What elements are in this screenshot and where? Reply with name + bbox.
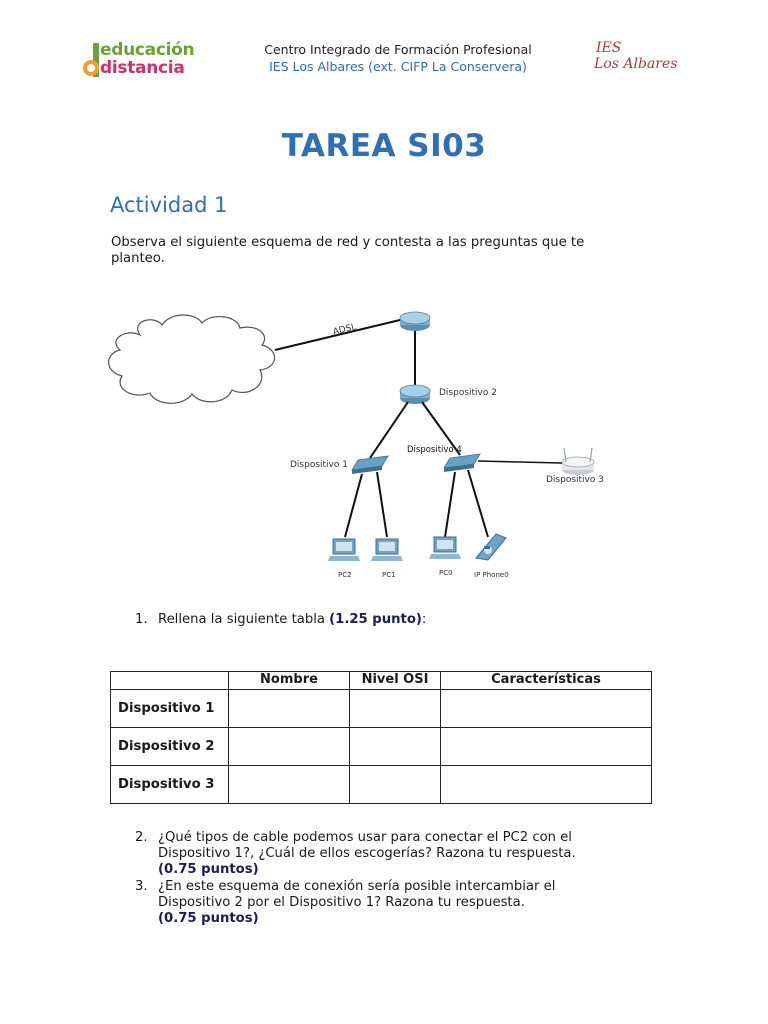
pc-icon — [371, 539, 403, 561]
label-dispositivo-4: Dispositivo 4 — [407, 445, 462, 455]
pc-icon — [328, 539, 360, 561]
institution-header — [240, 42, 556, 74]
access-point-icon — [562, 448, 594, 475]
row-label: Dispositivo 3 — [111, 766, 229, 804]
question-number: 3. — [135, 879, 148, 894]
row-label: Dispositivo 1 — [111, 690, 229, 728]
logo-line-1: educación — [100, 40, 195, 60]
question-number: 1. — [135, 612, 148, 627]
question-line: ¿En este esquema de conexión sería posible intercambiar el — [158, 879, 556, 894]
label-dispositivo-1: Dispositivo 1 — [290, 460, 348, 470]
question-line: ¿Qué tipos de cable podemos usar para conectar el PC2 con el — [158, 830, 572, 845]
label-pc1: PC1 — [382, 571, 396, 579]
question-line: Dispositivo 1?, ¿Cuál de ellos escogerías? Razona tu respuesta. — [158, 846, 576, 861]
switch-icon — [352, 456, 388, 474]
network-diagram — [100, 290, 620, 590]
ip-phone-icon — [476, 534, 506, 560]
table-cell[interactable] — [229, 728, 350, 766]
institution-name: Centro Integrado de Formación Profesional — [264, 42, 532, 57]
logo-line-2: distancia — [100, 58, 185, 78]
table-cell[interactable] — [350, 728, 441, 766]
table-header-row — [111, 672, 652, 690]
logo-educacion-distancia — [82, 40, 217, 82]
page-title: TAREA SI03 — [281, 128, 487, 164]
activity-heading: Actividad 1 — [110, 193, 228, 217]
question-number: 2. — [135, 830, 148, 845]
table-header-nombre: Nombre — [229, 672, 350, 690]
router-icon — [400, 312, 430, 331]
table-cell[interactable] — [350, 766, 441, 804]
question-text: Rellena la siguiente tabla — [158, 612, 330, 627]
answer-table — [110, 671, 652, 804]
table-cell[interactable] — [350, 690, 441, 728]
question-points: (0.75 puntos) — [158, 862, 259, 877]
row-label: Dispositivo 2 — [111, 728, 229, 766]
question-3 — [135, 879, 635, 929]
pc-icon — [429, 537, 461, 559]
table-cell[interactable] — [441, 766, 652, 804]
table-cell[interactable] — [229, 690, 350, 728]
question-points: (1.25 punto) — [329, 612, 422, 627]
table-header-nivel-osi: Nivel OSI — [350, 672, 441, 690]
logo-d-icon — [82, 43, 102, 79]
logo-right-line-2: Los Albares — [594, 56, 678, 72]
table-header-empty — [111, 672, 229, 690]
adsl-label: ADSL — [332, 322, 358, 338]
switch-icon — [444, 454, 480, 472]
question-points: (0.75 puntos) — [158, 911, 259, 926]
question-line: Dispositivo 2 por el Dispositivo 1? Razona tu respuesta. — [158, 895, 525, 910]
logo-right-line-1: IES — [596, 40, 622, 56]
table-cell[interactable] — [441, 728, 652, 766]
router-icon — [400, 385, 430, 404]
table-cell[interactable] — [441, 690, 652, 728]
table-header-caracteristicas: Características — [441, 672, 652, 690]
table-row — [111, 766, 652, 804]
table-cell[interactable] — [229, 766, 350, 804]
label-dispositivo-2: Dispositivo 2 — [439, 388, 497, 398]
label-ip-phone0: IP Phone0 — [474, 571, 509, 579]
label-pc2: PC2 — [338, 571, 352, 579]
internet-cloud-icon — [109, 315, 275, 403]
question-tail: : — [421, 612, 427, 627]
label-dispositivo-3: Dispositivo 3 — [546, 475, 604, 485]
institution-subname: IES Los Albares (ext. CIFP La Conservera) — [269, 59, 527, 74]
label-pc0: PC0 — [439, 569, 453, 577]
intro-text: Observa el siguiente esquema de red y contesta a las preguntas que te planteo. — [111, 235, 585, 266]
logo-ies-los-albares — [590, 38, 690, 78]
table-row — [111, 690, 652, 728]
question-2 — [135, 830, 635, 880]
table-row — [111, 728, 652, 766]
